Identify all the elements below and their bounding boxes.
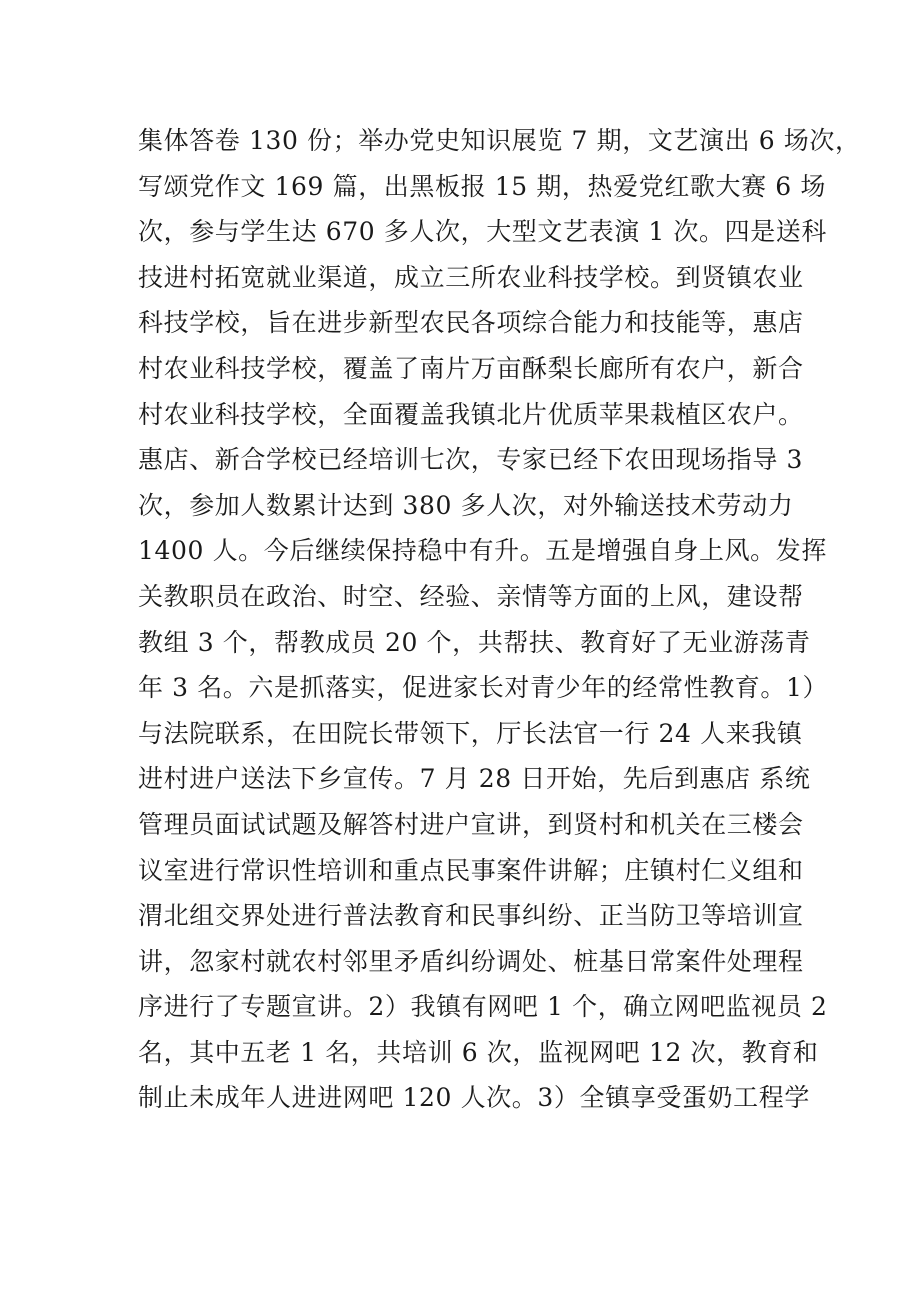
text-line: 次，参与学生达 670 多人次，大型文艺表演 1 次。四是送科 (138, 217, 828, 247)
text-line: 次，参加人数累计达到 380 多人次，对外输送技术劳动力 (138, 490, 794, 520)
text-line: 讲，忽家村就农村邻里矛盾纠纷调处、桩基日常案件处理程 (138, 946, 804, 976)
text-line: 管理员面试试题及解答村进户宣讲，到贤村和机关在三楼会 (138, 809, 804, 839)
text-line: 名，其中五老 1 名，共培训 6 次，监视网吧 12 次，教育和 (138, 1037, 819, 1067)
text-line: 村农业科技学校，覆盖了南片万亩酥梨长廊所有农户，新合 (138, 353, 804, 383)
text-line: 与法院联系，在田院长带领下，厅长法官一行 24 人来我镇 (138, 718, 803, 748)
text-line: 教组 3 个，帮教成员 20 个，共帮扶、教育好了无业游荡青 (138, 627, 811, 657)
text-line: 村农业科技学校，全面覆盖我镇北片优质苹果栽植区农户。 (138, 399, 804, 429)
text-line: 惠店、新合学校已经培训七次，专家已经下农田现场指导 3 (138, 445, 804, 475)
text-line: 议室进行常识性培训和重点民事案件讲解；庄镇村仁义组和 (138, 855, 804, 885)
text-line: 制止未成年人进进网吧 120 人次。3）全镇享受蛋奶工程学 (138, 1083, 810, 1113)
text-line: 序进行了专题宣讲。2）我镇有网吧 1 个，确立网吧监视员 2 (138, 992, 828, 1022)
body-text (138, 118, 861, 1121)
text-line: 集体答卷 130 份；举办党史知识展览 7 期，文艺演出 6 场次， (138, 126, 861, 155)
text-line: 技进村拓宽就业渠道，成立三所农业科技学校。到贤镇农业 (138, 262, 804, 292)
text-line: 科技学校，旨在进步新型农民各项综合能力和技能等，惠店 (138, 308, 804, 338)
text-line: 年 3 名。六是抓落实，促进家长对青少年的经常性教育。1） (138, 673, 829, 703)
text-line: 进村进户送法下乡宣传。7 月 28 日开始，先后到惠店 系统 (138, 764, 811, 794)
text-line: 关教职员在政治、时空、经验、亲情等方面的上风，建设帮 (138, 581, 804, 611)
text-line: 渭北组交界处进行普法教育和民事纠纷、正当防卫等培训宣 (138, 901, 804, 931)
text-line: 写颂党作文 169 篇，出黑板报 15 期，热爱党红歌大赛 6 场 (138, 171, 826, 201)
text-line: 1400 人。今后继续保持稳中有升。五是增强自身上风。发挥 (138, 536, 827, 566)
